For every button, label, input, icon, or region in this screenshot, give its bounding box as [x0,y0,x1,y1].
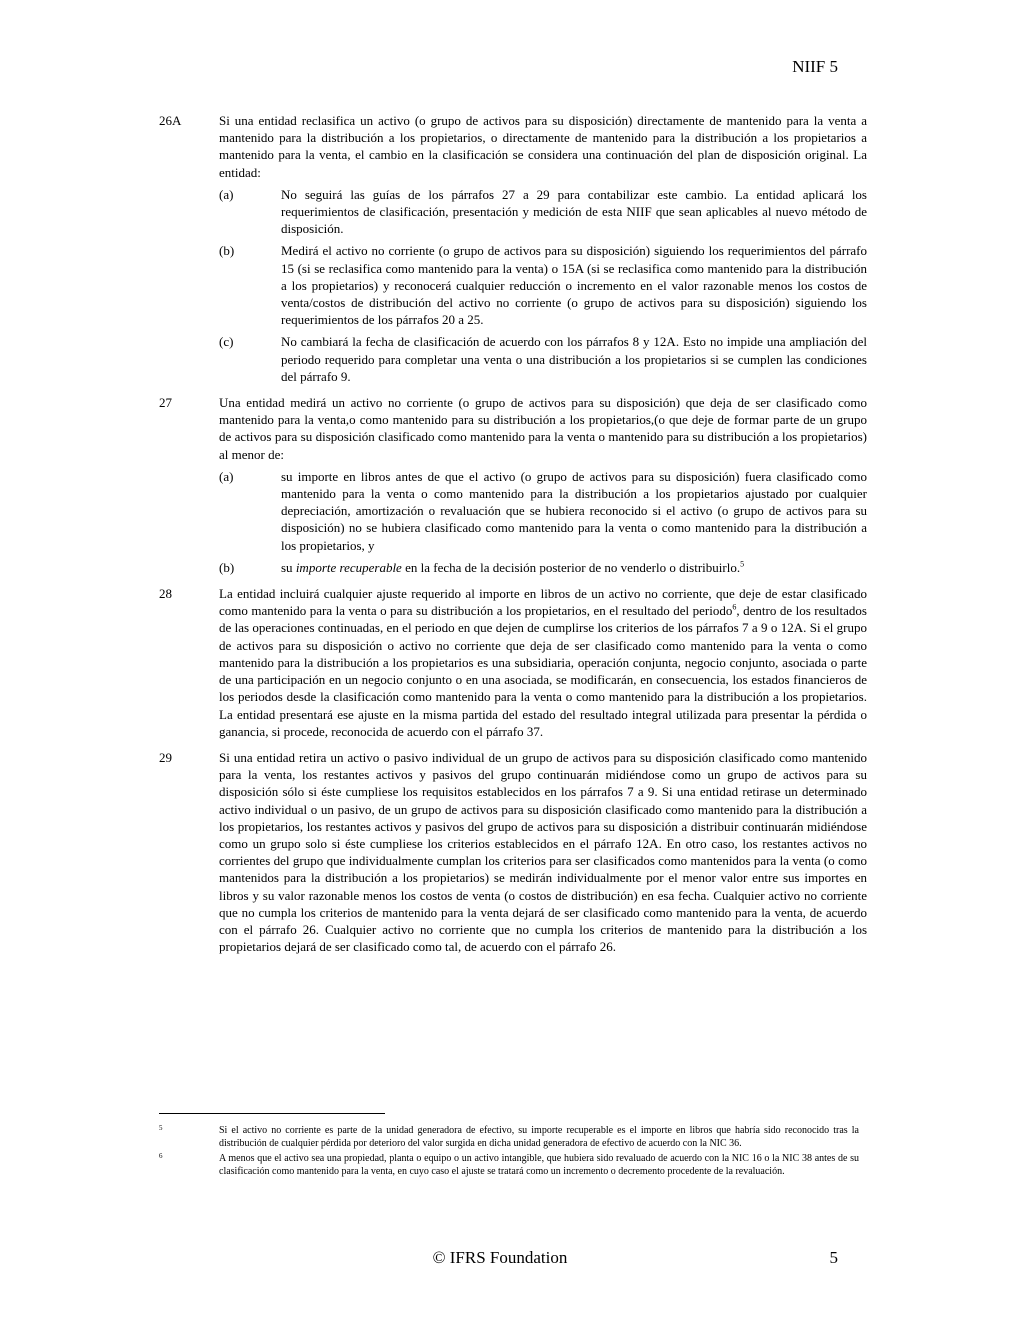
page-header-standard: NIIF 5 [792,57,838,76]
paragraph-number: 29 [159,749,172,765]
list-item [159,242,867,328]
paragraph-number: 28 [159,586,172,602]
paragraph-28 [159,585,867,740]
paragraph-text: Una entidad medirá un activo no corriente (o grupo de activos para su disposición) que deja de ser clasificado como mantenido para la venta,o como mantenido para su distribución a los propietarios,(o que deje de formar parte de un grupo de activos para su disposición clasificado como mantenido para la venta o mantenido para su distribución a los propietarios) al menor de: [219,395,867,462]
document-body [159,112,867,964]
list-item [159,468,867,554]
footnote-text: A menos que el activo sea una propiedad, planta o equipo o un activo intangible, que hubiera sido revaluado de acuerdo con la NIC 16 o la NIC 38 antes de su clasificación como mantenido para la venta, en cuyo caso el ajuste se tratará como un incremento o decremento procedente de la revaluación. [219,1152,859,1178]
footer-copyright: © IFRS Foundation [432,1248,568,1267]
list-item [159,559,867,576]
list-item [159,333,867,385]
page-number: 5 [829,1248,838,1267]
paragraph-text: Si una entidad reclasifica un activo (o grupo de activos para su disposición) directamente de mantenido para la venta a mantenido para la distribución a los propietarios, o directamente de mantenido para la distribución a los propietarios a mantenido para la venta, el cambio en la clasificación se considera una continuación del plan de disposición original. La entidad: [219,113,867,180]
list-item-label: (b) [219,243,235,259]
list-item-text: su importe en libros antes de que el activo (o grupo de activos para su disposición) fuera clasificado como mantenido para la venta o como mantenido para la distribución a los propietarios ajustado por cualquier depreciación, amortización o revaluación que se hubiera reconocido si el activo (o grupo de activos para su disposición) no se hubiera clasificado como mantenido para la venta o como mantenido para la distribución a los propietarios, y [281,468,867,553]
footnote-number: 6 [159,1151,163,1160]
list-item [159,186,867,238]
list-item-label: (b) [219,559,235,575]
footnotes [159,1124,859,1180]
paragraph-text: Si una entidad retira un activo o pasivo individual de un grupo de activos para su disposición clasificado como mantenido para la venta, los restantes activos y pasivos del grupo continuarán midiéndose como un grupo de activos para su disposición sólo si éste cumpliese los requisitos establecidos en los párrafos 7 a 9. Si una entidad retirase un determinado activo individual o un pasivo, de un grupo de activos para su disposición clasificado como mantenido para la distribución a los propietarios, los restantes activos y pasivos del grupo de activos para su disposición a distribuir continuarán midiéndose como un grupo solo si éste cumpliese los criterios establecidos en el párrafo 12A. En otro caso, los restantes activos no corrientes del grupo que individualmente cumplan los criterios para ser clasificados como mantenidos para la venta (o como mantenidos para la distribución a los propietarios) se medirán individualmente por el menor valor entre sus importes en libros y su valor razonable menos los costos de venta (o costos de distribución) en esa fecha. Cualquier activo no corriente que no cumpla los criterios de mantenido para la venta dejará de ser clasificado como mantenido para la venta, de acuerdo con el párrafo 26. Cualquier activo no corriente que no cumpla los criterios de mantenido para la distribución a los propietarios dejará de ser clasificado como tal, de acuerdo con el párrafo 26. [219,749,867,955]
list-item-label: (a) [219,186,234,202]
text-run: , dentro de los resultados de las operaciones continuadas, en el periodo en que dejen de cumplirse los criterios de los párrafos 7 a 9 o 12A. Si el grupo de activos para su disposición o activo no corriente que deja de ser clasificado como mantenido para la venta o como mantenido para la distribución a los propietarios es una subsidiaria, operación conjunta, negocio conjunto, asociada o parte de una participación en un negocio conjunto o en una asociada, se modificarán, en consecuencia, los estados financieros de los periodos desde la clasificación como mantenido para la venta o como mantenido para la distribución a los propietarios. La entidad presentará ese ajuste en la misma partida del estado del resultado integral utilizada para presentar la pérdida o ganancia, si procede, reconocida de acuerdo con el párrafo 37. [219,603,867,739]
footnote-5 [159,1124,859,1151]
paragraph-text [219,585,867,740]
text-run: en la fecha de la decisión posterior de no venderlo o distribuirlo. [401,559,741,575]
list-item-text: No cambiará la fecha de clasificación de acuerdo con los párrafos 8 y 12A. Esto no impide una ampliación del periodo requerido para completar una venta o una distribución a los propietarios si se cumplen las condiciones del párrafo 9. [281,334,867,384]
paragraph-26a [159,112,867,385]
defined-term: importe recuperable [295,559,402,575]
list-item-text [281,559,867,576]
footnote-6 [159,1152,859,1179]
footnote-reference-6[interactable]: 6 [732,602,737,612]
footnote-divider [159,1113,385,1114]
paragraph-number: 26A [159,113,182,128]
paragraph-27 [159,394,867,576]
list-item-text: Medirá el activo no corriente (o grupo de activos para su disposición) siguiendo los requerimientos del párrafo 15 (si se reclasifica como mantenido para la venta) o 15A (si se reclasifica como mantenido para la distribución a los propietarios) y reconocerá cualquier reducción o incremento en el valor razonable menos los costos de venta/costos de distribución del activo no corriente (o grupo de activos para su disposición) siguiendo los requerimientos de los párrafos 20 a 25. [281,243,867,328]
list-item-label: (c) [219,334,234,350]
list-item-label: (a) [219,468,234,484]
paragraph-29 [159,749,867,955]
text-run: La entidad incluirá cualquier ajuste requerido al importe en libros de un activo no corriente, que deje de estar clasificado como mantenido para la venta o para su distribución a los propietarios, en el resultado del periodo [219,586,867,619]
paragraph-number: 27 [159,395,172,411]
text-run: su [281,559,296,575]
footnote-number: 5 [159,1124,163,1132]
list-item-text: No seguirá las guías de los párrafos 27 a 29 para contabilizar este cambio. La entidad aplicará los requerimientos de clasificación, presentación y medición de esta NIIF que sean aplicables al nuevo método de disposición. [281,186,867,237]
footnote-text: Si el activo no corriente es parte de la unidad generadora de efectivo, su importe recuperable es el importe en libros que habría sido reconocido tras la distribución de cualquier pérdida por deterioro del valor surgida en dicha unidad generadora de efectivo de acuerdo con la NIC 36. [219,1125,859,1150]
footnote-reference-5[interactable]: 5 [740,559,745,569]
